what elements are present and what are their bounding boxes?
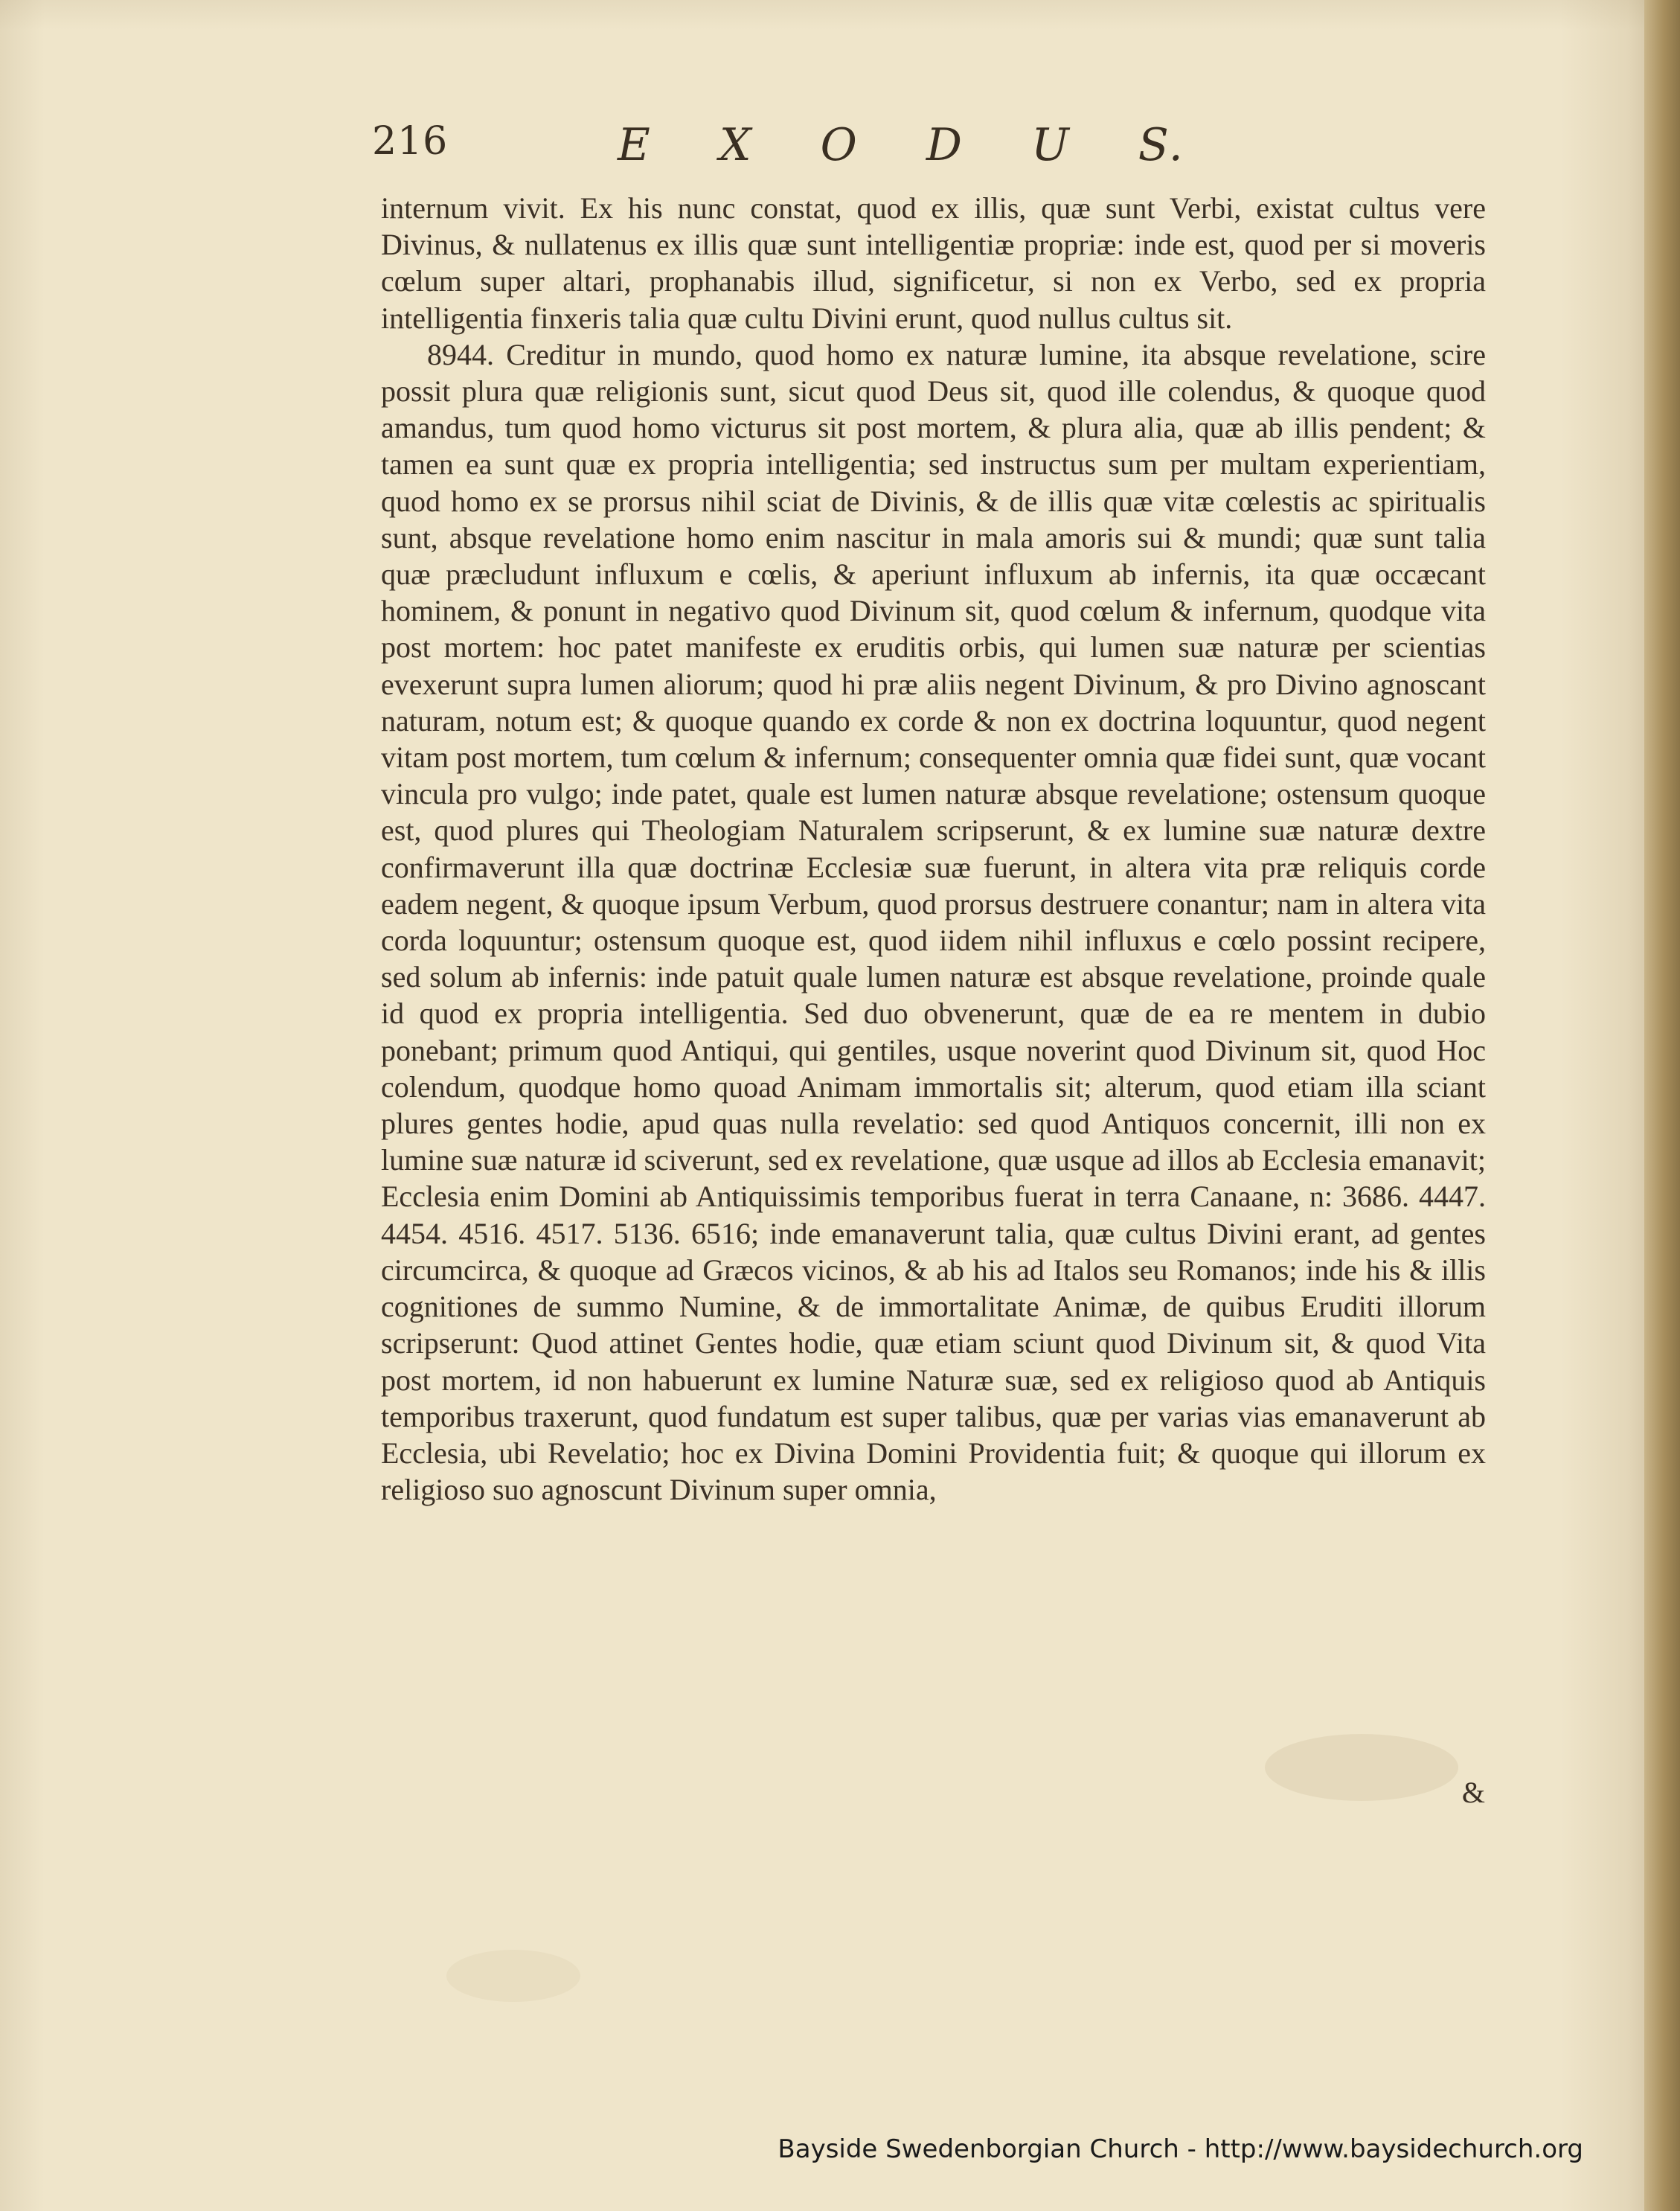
catchword: & (1461, 1776, 1485, 1809)
page-edge-shadow (1644, 0, 1680, 2211)
paragraph-8944: 8944. Creditur in mundo, quod homo ex naturæ lumine, ita absque revelatione, scire possit plura quæ religionis sunt, sicut quod Deus sit, quod ille colendus, & quoque quod amandus, tum quod homo victurus sit post mortem, & plura alia, quæ ab illis pendent; & tamen ea sunt quæ ex propria intelligentia; sed instructus sum per multam experientiam, quod homo ex se prorsus nihil sciat de Divinis, & de illis quæ vitæ cœlestis ac spiritualis sunt, absque revelatione homo enim nascitur in mala amoris sui & mundi; quæ sunt talia quæ præcludunt influxum e cœlis, & aperiunt influxum ab infernis, ita quæ occæcant hominem, & ponunt in negativo quod Divinum sit, quod cœlum & infernum, quodque vita post mortem: hoc patet manifeste ex eruditis orbis, qui lumen suæ naturæ per scientias evexerunt supra lumen aliorum; quod hi præ aliis negent Divinum, & pro Divino agnoscant naturam, notum est; & quoque quando ex corde & non ex doctrina loquuntur, quod negent vitam post mortem, tum cœlum & infernum; consequenter omnia quæ fidei sunt, quæ vocant vincula pro vulgo; inde patet, quale est lumen naturæ absque revelatione; ostensum quoque est, quod plures qui Theologiam Naturalem scripserunt, & ex lumine suæ naturæ dextre confirmaverunt illa quæ doctrinæ Ecclesiæ suæ fuerunt, in altera vita præ reliquis corde eadem negent, & quoque ipsum Verbum, quod prorsus destruere conantur; nam in altera vita corda loquuntur; ostensum quoque est, quod iidem nihil influxus e cœlo possint recipere, sed solum ab infernis: inde patuit quale lumen naturæ est absque revelatione, proinde quale id quod ex propria intelligentia. Sed duo obvenerunt, quæ de ea re mentem in dubio ponebant; primum quod Antiqui, qui gentiles, usque noverint quod Divinum sit, quod Hoc colendum, quodque homo quoad Animam immortalis sit; alterum, quod etiam illa sciant plures gentes hodie, apud quas nulla revelatio: sed quod Antiquos concernit, illi non ex lumine suæ naturæ id sciverunt, sed ex revelatione, quæ usque ad illos ab Ecclesia emanavit; Ecclesia enim Domini ab Antiquissimis temporibus fuerat in terra Canaane, n: 3686. 4447. 4454. 4516. 4517. 5136. 6516; inde emanaverunt talia, quæ cultus Divini erant, ad gentes circumcirca, & quoque ad Græcos vicinos, & ab his ad Italos seu Romanos; inde his & illis cognitiones de summo Numine, & de immortalitate Animæ, de quibus Eruditi illorum scripserunt: Quod attinet Gentes hodie, quæ etiam sciunt quod Divinum sit, & quod Vita post mortem, id non habuerunt ex lumine Naturæ suæ, sed ex religioso quod ab Antiquis temporibus traxerunt, quod fundatum est super talibus, quæ per varias vias emanaverunt ab Ecclesia, ubi Revelatio; hoc ex Divina Domini Providentia fuit; & quoque qui illorum ex religioso suo agnoscunt Divinum super omnia, (381, 337, 1486, 1507)
page-header (372, 119, 1473, 179)
paper-stain (1265, 1734, 1458, 1801)
page-number: 216 (372, 119, 449, 164)
paragraph-continuation: internum vivit. Ex his nunc constat, quod ex illis, quæ sunt Verbi, existat cultus vere Divinus, & nullatenus ex illis quæ sunt intelligentiæ propriæ: inde est, quod per si moveris cœlum super altari, prophanabis illud, significetur, si non ex Verbo, sed ex propria intelligentia finxeris talia quæ cultu Divini erunt, quod nullus cultus sit. (381, 191, 1486, 335)
running-head: E X O D U S. (618, 119, 1184, 171)
paper-stain (446, 1950, 580, 2002)
footer-credit: Bayside Swedenborgian Church - http://www.baysidechurch.org (778, 2134, 1583, 2164)
body-text (381, 190, 1486, 1508)
